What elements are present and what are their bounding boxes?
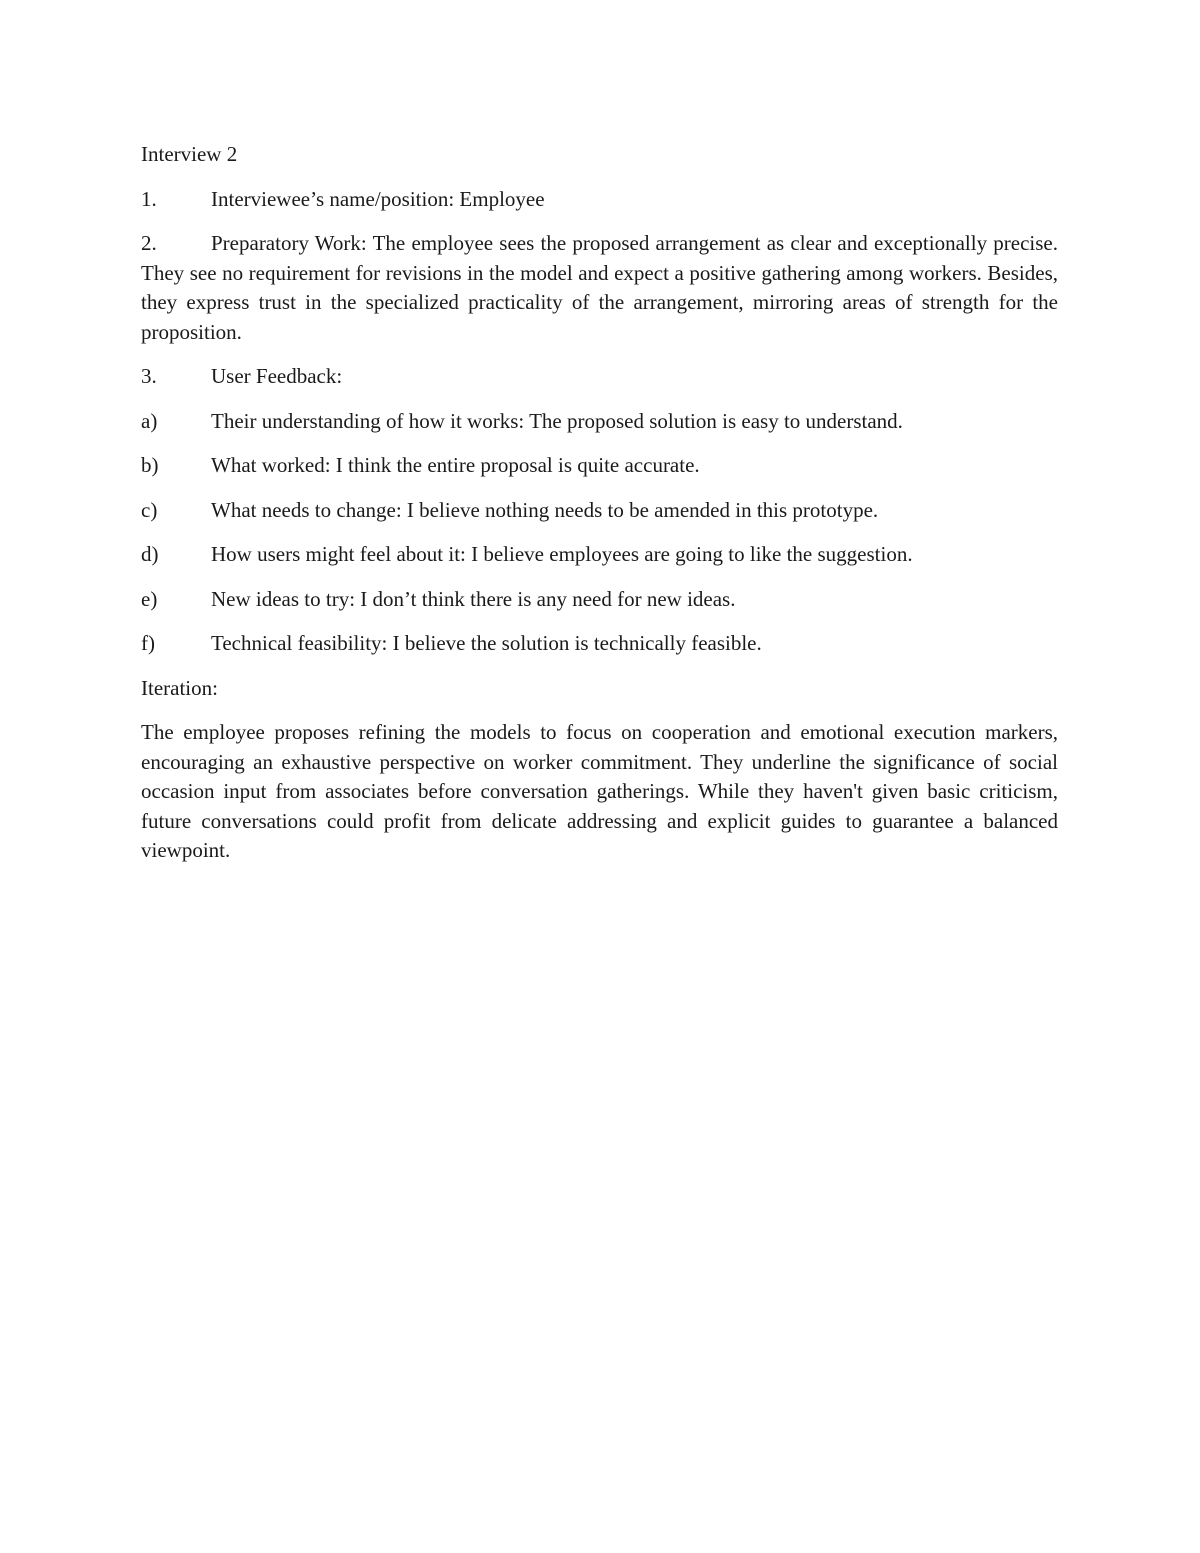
document-page xyxy=(141,140,1058,881)
feedback-letter: f) xyxy=(141,631,155,655)
feedback-text: How users might feel about it: I believe employees are going to like the suggestion. xyxy=(211,542,913,566)
item-preparatory-work xyxy=(141,229,1058,347)
item-number: 3. xyxy=(141,364,157,388)
item-number: 2. xyxy=(141,231,157,255)
item-text: Preparatory Work: The employee sees the proposed arrangement as clear and exceptionally precise. They see no requirement for revisions in the model and expect a positive gathering among workers. Besides, they express trust in the specialized practicality of the arrangement, mirroring areas of strength for the proposition. xyxy=(141,231,1058,344)
feedback-text: New ideas to try: I don’t think there is any need for new ideas. xyxy=(211,586,736,611)
feedback-item-b xyxy=(141,451,1058,481)
feedback-item-f xyxy=(141,629,1058,659)
feedback-item-c xyxy=(141,496,1058,526)
feedback-text: What needs to change: I believe nothing needs to be amended in this prototype. xyxy=(211,497,879,522)
feedback-item-a xyxy=(141,407,1058,437)
feedback-text: Their understanding of how it works: The proposed solution is easy to understand. xyxy=(211,408,903,433)
feedback-letter: b) xyxy=(141,453,159,477)
feedback-letter: a) xyxy=(141,408,158,433)
item-interviewee xyxy=(141,185,1058,215)
item-user-feedback xyxy=(141,362,1058,392)
feedback-item-d xyxy=(141,540,1058,570)
item-text: Interviewee’s name/position: Employee xyxy=(211,186,545,211)
document-title: Interview 2 xyxy=(141,142,238,166)
feedback-text: What worked: I think the entire proposal is quite accurate. xyxy=(211,453,700,477)
feedback-letter: c) xyxy=(141,497,158,522)
iteration-heading: Iteration: xyxy=(141,675,218,700)
feedback-letter: e) xyxy=(141,586,158,611)
item-number: 1. xyxy=(141,186,157,211)
iteration-paragraph: The employee proposes refining the models to focus on cooperation and emotional execution markers, encouraging an exhaustive perspective on worker commitment. They underline the significance of social occasion input from associates before conversation gatherings. While they haven't given basic criticism, future conversations could profit from delicate addressing and explicit guides to guarantee a balanced viewpoint. xyxy=(141,720,1058,862)
feedback-letter: d) xyxy=(141,542,159,566)
feedback-text: Technical feasibility: I believe the solution is technically feasible. xyxy=(211,631,762,655)
item-text: User Feedback: xyxy=(211,364,343,388)
feedback-item-e xyxy=(141,585,1058,615)
